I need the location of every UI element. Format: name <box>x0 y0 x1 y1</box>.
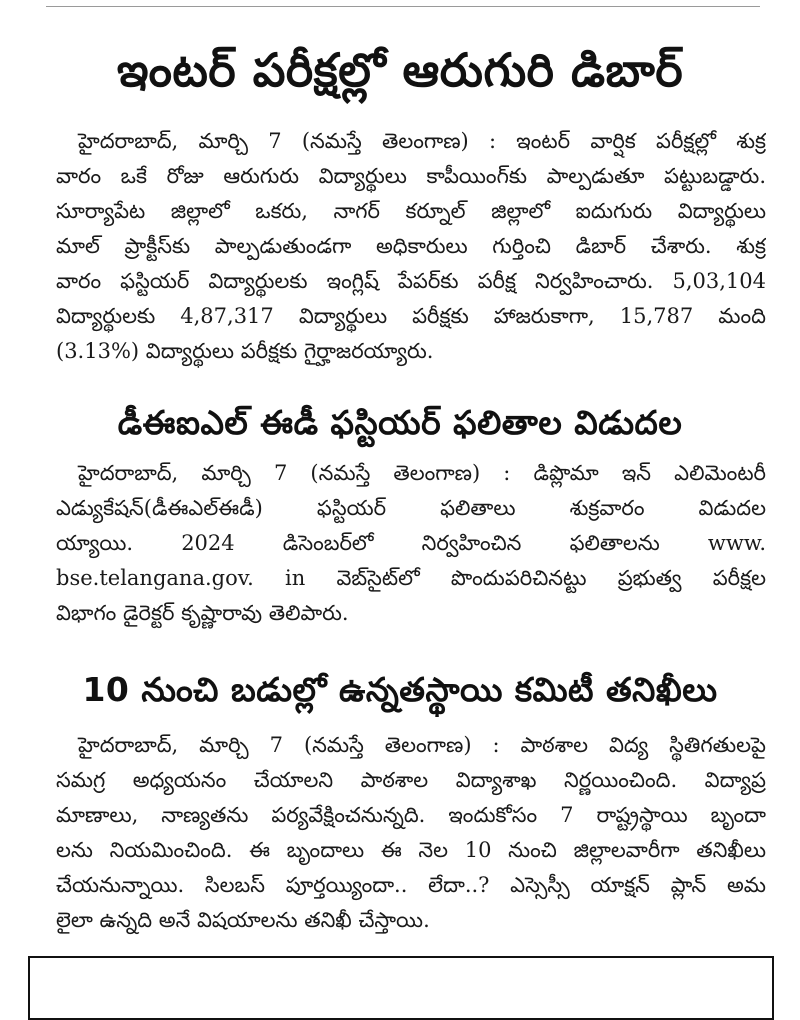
article1-line: సూర్యాపేట జిల్లాలో ఒకరు, నాగర్ కర్నూల్ జిల్లాలో ఐదుగురు విద్యార్థులు <box>56 199 766 223</box>
article3-line: సమగ్ర అధ్యయనం చేయాలని పాఠశాల విద్యాశాఖ నిర్ణయించింది. విద్యాప్ర <box>56 768 766 792</box>
article2-line: య్యాయి. 2024 డిసెంబర్‌లో నిర్వహించిన ఫలితాలను www. <box>56 531 766 555</box>
article2-line: విభాగం డైరెక్టర్ కృష్ణారావు తెలిపారు. <box>56 601 349 625</box>
article2-body <box>56 456 766 631</box>
article2-line: bse.telangana.gov. in వెబ్‌సైట్‌లో పొందుపరిచినట్టు ప్రభుత్వ పరీక్షల <box>56 566 766 590</box>
article1-line: (3.13%) విద్యార్థులు పరీక్షకు గైర్హాజరయ్యారు. <box>56 339 434 363</box>
article1-headline: ఇంటర్ పరీక్షల్లో ఆరుగురి డిబార్ <box>116 43 684 97</box>
article2-headline: డీఈఐఎల్ ఈడీ ఫస్టియర్ ఫలితాల విడుదల <box>117 403 683 442</box>
article1-line: వారం ఫస్టియర్ విద్యార్థులకు ఇంగ్లిష్ పేపర్‌కు పరీక్ష నిర్వహించారు. 5,03,104 <box>56 269 766 293</box>
bottom-border-box <box>28 956 774 1020</box>
article1-body <box>56 124 766 369</box>
article2-line: హైదరాబాద్, మార్చి 7 (నమస్తే తెలంగాణ) : డిప్లొమా ఇన్ ఎలిమెంటరీ <box>78 461 766 485</box>
article3-line: లను నియమించింది. ఈ బృందాలు ఈ నెల 10 నుంచి జిల్లాలవారీగా తనిఖీలు <box>56 838 766 862</box>
article1-line: మాల్ ప్రాక్టీస్‌కు పాల్పడుతుండగా అధికారులు గుర్తించి డిబార్ చేశారు. శుక్ర <box>56 234 766 258</box>
top-divider <box>46 6 760 7</box>
article3-line: లైలా ఉన్నది అనే విషయాలను తనిఖీ చేస్తాయి. <box>56 908 430 932</box>
article3-body <box>56 728 766 938</box>
article1-line: హైదరాబాద్, మార్చి 7 (నమస్తే తెలంగాణ) : ఇంటర్ వార్షిక పరీక్షల్లో శుక్ర <box>78 129 766 153</box>
article3-headline: 10 నుంచి బడుల్లో ఉన్నతస్థాయి కమిటీ తనిఖీలు <box>82 670 718 709</box>
article3-line: హైదరాబాద్, మార్చి 7 (నమస్తే తెలంగాణ) : పాఠశాల విద్య స్థితిగతులపై <box>78 733 766 757</box>
article2-line: ఎడ్యుకేషన్(డీఈఎల్ఈడీ) ఫస్టియర్ ఫలితాలు శుక్రవారం విడుదల <box>56 496 766 520</box>
article1-line: విద్యార్థులకు 4,87,317 విద్యార్థులు పరీక్షకు హాజరుకాగా, 15,787 మంది <box>56 304 766 328</box>
article3-line: మాణాలు, నాణ్యతను పర్యవేక్షించనున్నది. ఇందుకోసం 7 రాష్ట్రస్థాయి బృందా <box>56 803 766 827</box>
article1-line: వారం ఒకే రోజు ఆరుగురు విద్యార్థులు కాపీయింగ్‌కు పాల్పడుతూ పట్టుబడ్డారు. <box>56 164 766 188</box>
article3-line: చేయనున్నాయి. సిలబస్ పూర్తయ్యిందా.. లేదా..? ఎస్సెస్సీ యాక్షన్ ప్లాన్ అమ <box>56 873 766 897</box>
